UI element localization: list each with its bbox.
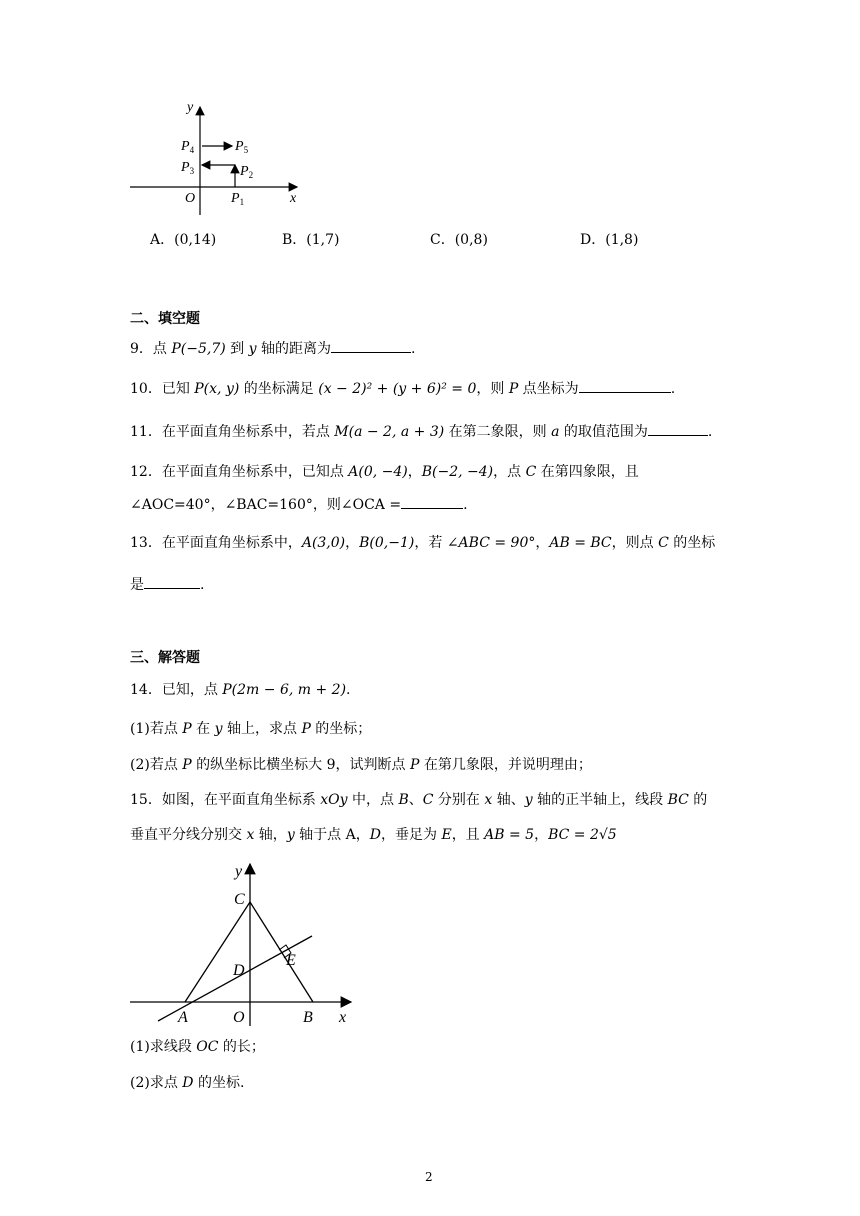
label-p2: $P_2$ bbox=[240, 164, 254, 180]
figure-triangle bbox=[125, 858, 365, 1028]
question-13-cont: 是 . bbox=[130, 574, 204, 595]
question-15: 15．如图，在平面直角坐标系 xOy 中，点 B、C 分别在 x 轴、y 轴的正半轴上，线段 BC 的 bbox=[130, 792, 708, 808]
fig2-point-b: B bbox=[303, 1009, 313, 1026]
label-p1: $P_1$ bbox=[231, 191, 245, 207]
option-a: A．(0,14) bbox=[150, 232, 217, 248]
answer-blank[interactable] bbox=[579, 378, 671, 393]
fig1-origin-label: O bbox=[185, 191, 196, 206]
question-9: 9．点 P(−5,7) 到 y 轴的距离为 . bbox=[130, 338, 415, 359]
question-12-cont: ∠AOC=40°，∠BAC=160°，则∠OCA = . bbox=[130, 494, 468, 515]
question-14: 14．已知，点 P(2m − 6, m + 2). bbox=[130, 682, 351, 698]
section-heading-solve: 三、解答题 bbox=[130, 650, 200, 666]
question-11: 11．在平面直角坐标系中，若点 M(a − 2, a + 3) 在第二象限，则 a 的取值范围为 . bbox=[130, 421, 712, 442]
option-b: B．(1,7) bbox=[282, 232, 340, 248]
label-p3: $P_3$ bbox=[181, 160, 195, 176]
answer-blank[interactable] bbox=[144, 574, 200, 589]
question-15-part-1: (1)求线段 OC 的长； bbox=[130, 1039, 265, 1055]
fig2-x-label: x bbox=[339, 1009, 347, 1026]
label-p4: $P_4$ bbox=[181, 139, 195, 155]
section-heading-fill-blank: 二、填空题 bbox=[130, 311, 200, 327]
question-15-cont: 垂直平分线分别交 x 轴，y 轴于点 A，D，垂足为 E，且 AB = 5，BC = 2√5 bbox=[130, 827, 617, 843]
answer-blank[interactable] bbox=[331, 338, 411, 353]
fig1-x-label: x bbox=[290, 191, 297, 206]
question-12: 12．在平面直角坐标系中，已知点 A(0, −4)，B(−2, −4)，点 C 在第四象限，且 bbox=[130, 464, 639, 480]
fig2-point-e: E bbox=[286, 952, 296, 969]
question-10: 10．已知 P(x, y) 的坐标满足 (x − 2)² + (y + 6)² = 0，则 P 点坐标为 . bbox=[130, 378, 675, 399]
fig2-y-label: y bbox=[235, 863, 243, 880]
option-c: C．(0,8) bbox=[430, 232, 488, 248]
figure-p-path bbox=[125, 95, 310, 220]
question-14-part-1: (1)若点 P 在 y 轴上，求点 P 的坐标； bbox=[130, 721, 372, 737]
fig1-y-label: y bbox=[187, 100, 194, 115]
answer-blank[interactable] bbox=[648, 421, 708, 436]
question-13: 13．在平面直角坐标系中，A(3,0)，B(0,−1)，若 ∠ABC = 90°，AB = BC，则点 C 的坐标 bbox=[130, 535, 716, 551]
answer-blank[interactable] bbox=[401, 494, 463, 509]
label-p5: $P_5$ bbox=[235, 139, 249, 155]
option-d: D．(1,8) bbox=[580, 232, 639, 248]
fig2-point-a: A bbox=[178, 1009, 188, 1026]
fig2-point-c: C bbox=[234, 891, 245, 908]
segment-bc bbox=[250, 902, 313, 1002]
fig2-origin-label: O bbox=[233, 1009, 245, 1026]
page-number: 2 bbox=[425, 1170, 433, 1184]
question-15-part-2: (2)求点 D 的坐标. bbox=[130, 1075, 245, 1091]
fig2-point-d: D bbox=[233, 962, 245, 979]
question-14-part-2: (2)若点 P 的纵坐标比横坐标大 9，试判断点 P 在第几象限，并说明理由； bbox=[130, 757, 592, 773]
segment-ac bbox=[185, 902, 250, 1002]
